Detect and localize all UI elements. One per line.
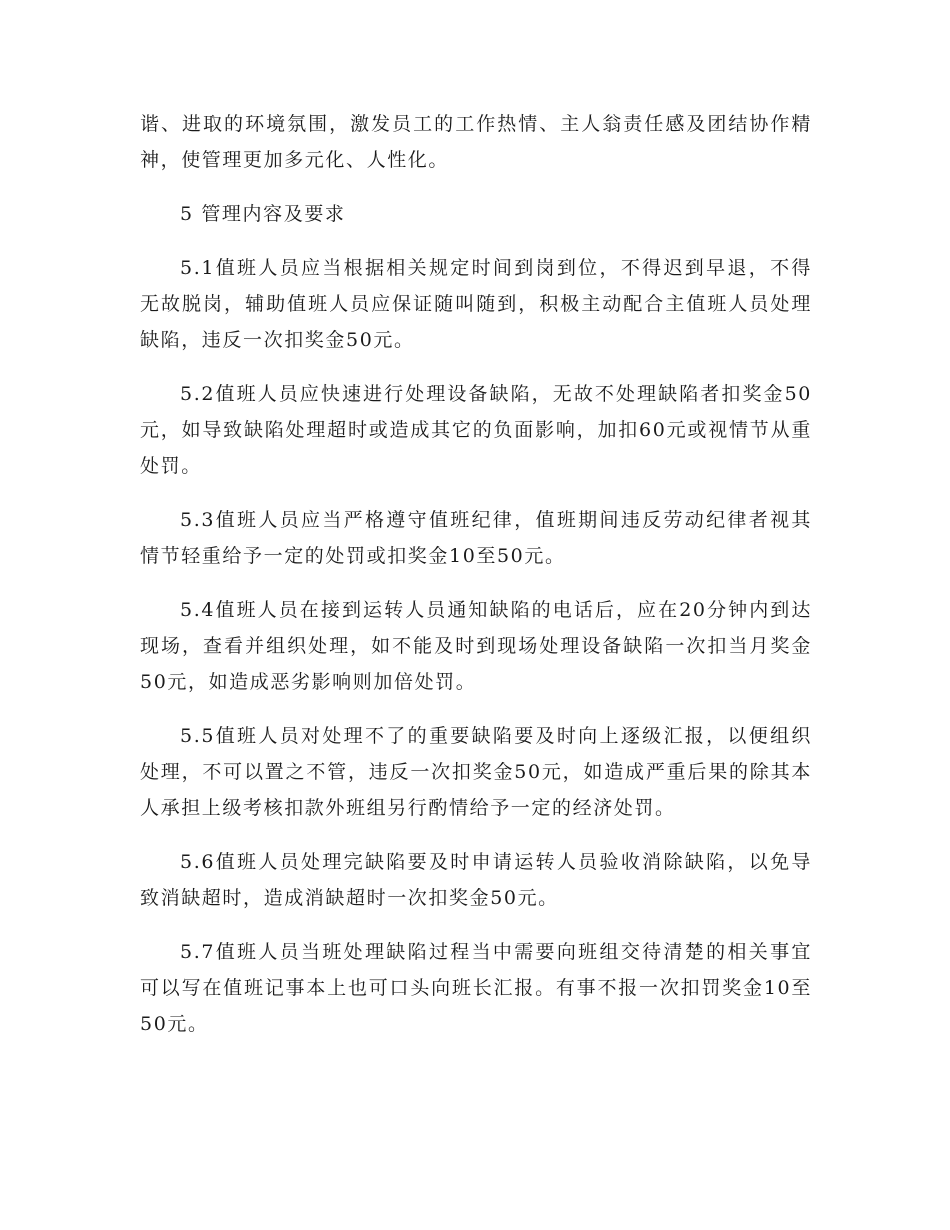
clause-5-1: 5.1值班人员应当根据相关规定时间到岗到位，不得迟到早退，不得无故脱岗，辅助值班人员应保证随叫随到，积极主动配合主值班人员处理缺陷，违反一次扣奖金50元。 — [140, 257, 812, 351]
paragraph-intro-continuation: 谐、进取的环境氛围，激发员工的工作热情、主人翁责任感及团结协作精神，使管理更加多元化、人性化。 — [140, 113, 812, 171]
section-heading: 5 管理内容及要求 — [180, 203, 346, 225]
clause-5-2: 5.2值班人员应快速进行处理设备缺陷，无故不处理缺陷者扣奖金50元，如导致缺陷处理超时或造成其它的负面影响，加扣60元或视情节从重处罚。 — [140, 383, 812, 477]
clause-5-6: 5.6值班人员处理完缺陷要及时申请运转人员验收消除缺陷，以免导致消缺超时，造成消缺超时一次扣奖金50元。 — [140, 851, 812, 909]
clause-5-5: 5.5值班人员对处理不了的重要缺陷要及时向上逐级汇报，以便组织处理，不可以置之不管，违反一次扣奖金50元，如造成严重后果的除其本人承担上级考核扣款外班组另行酌情给予一定的经济处罚。 — [140, 725, 812, 819]
document-body — [140, 106, 812, 1042]
clause-5-7: 5.7值班人员当班处理缺陷过程当中需要向班组交待清楚的相关事宜可以写在值班记事本上也可口头向班长汇报。有事不报一次扣罚奖金10至50元。 — [140, 941, 812, 1035]
clause-5-3: 5.3值班人员应当严格遵守值班纪律，值班期间违反劳动纪律者视其情节轻重给予一定的处罚或扣奖金10至50元。 — [140, 509, 812, 567]
clause-5-4: 5.4值班人员在接到运转人员通知缺陷的电话后，应在20分钟内到达现场，查看并组织处理，如不能及时到现场处理设备缺陷一次扣当月奖金50元，如造成恶劣影响则加倍处罚。 — [140, 599, 812, 693]
